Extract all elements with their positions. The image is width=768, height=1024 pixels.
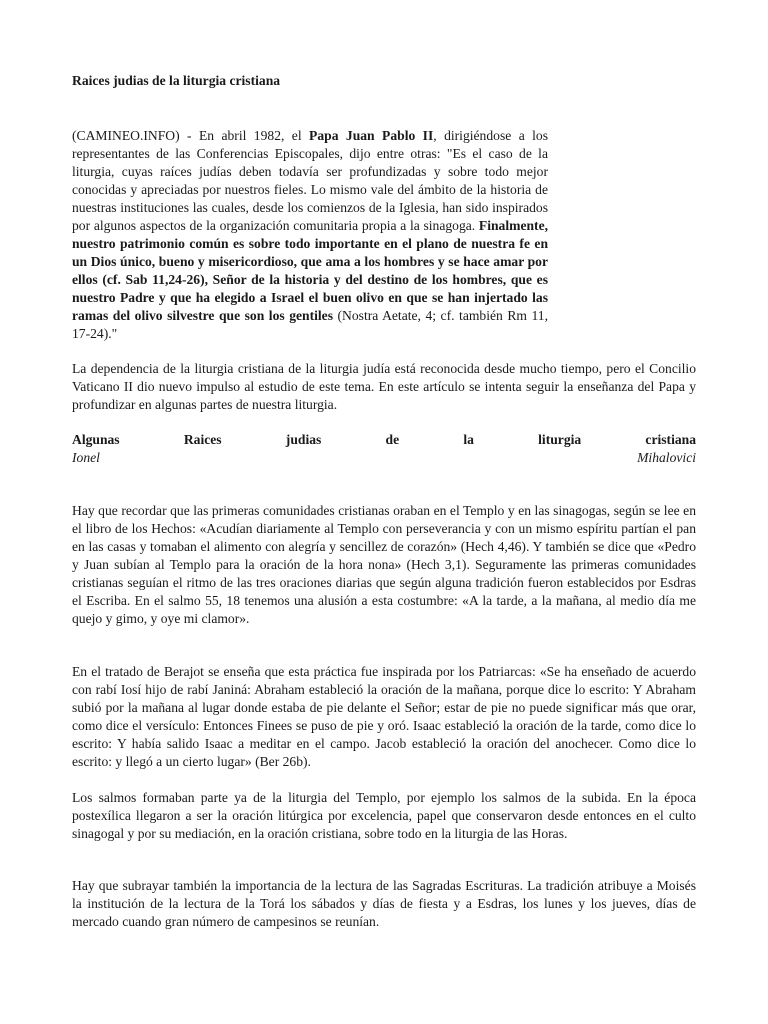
subheading-word: judias	[285, 432, 322, 447]
subheading-word: la	[463, 432, 474, 447]
intro-quote: , dirigiéndose a los representantes de las Conferencias Episcopales, dijo entre otras: "Es el caso de la liturgia, cuyas raíces judías deben todavía ser profundizadas y sobre todo mejor conocidas y apreciadas por nuestros fieles. Lo mismo vale del ámbito de la historia de nuestras instituciones las cuales, desde los comienzos de la Iglesia, han sido inspirados por algunos aspectos de la organización comunitaria propia a la sinagoga.	[72, 128, 548, 233]
subheading-word: liturgia	[538, 432, 582, 447]
communities-paragraph: Hay que recordar que las primeras comunidades cristianas oraban en el Templo y en las sinagogas, según se lee en el libro de los Hechos: «Acudían diariamente al Templo con perseverancia y con un mismo espíritu partían el pan en las casas y tomaban el alimento con alegría y sencillez de corazón» (Hech 4,46). Y también se dice que «Pedro y Juan subían al Templo para la oración de la hora nona» (Hech 3,1). Seguramente las primeras comunidades cristianas seguían el ritmo de las tres oraciones diarias que según alguna tradición fueron establecidos por Esdras el Escriba. En el salmo 55, 18 tenemos una alusión a esta costumbre: «A la tarde, a la mañana, al medio día me quejo y gimo, y oye mi clamor».	[72, 503, 696, 626]
berajot-paragraph: En el tratado de Berajot se enseña que esta práctica fue inspirada por los Patriarcas: «Se ha enseñado de acuerdo con rabí Iosí hijo de rabí Janiná: Abraham estableció la oración de la mañana, porque dice lo escrito: Y Abraham subió por la mañana al lugar donde estaba de pie delante el Señor; estar de pie no puede significar más que orar, como dice el versículo: Entonces Finees se puso de pie y oró. Isaac estableció la oración de la tarde, como dice lo escrito: Y había salido Isaac a meditar en el campo. Jacob estableció la oración del anochecer. Como dice lo escrito: y llegó a un cierto lugar» (Ber 26b).	[72, 664, 696, 769]
intro-citation: (Nostra Aetate, 4; cf. también Rm 11, 17-24)."	[72, 308, 548, 341]
pope-name: Papa Juan Pablo II	[309, 128, 434, 143]
dependence-paragraph: La dependencia de la liturgia cristiana de la liturgia judía está reconocida desde mucho tiempo, pero el Concilio Vaticano II dio nuevo impulso al estudio de este tema. En este artículo se intenta seguir la enseñanza del Papa y profundizar en algunas partes de nuestra liturgia.	[72, 361, 696, 412]
intro-lead: (CAMINEO.INFO) - En abril 1982, el	[72, 128, 310, 143]
author-line	[72, 449, 696, 467]
article-subheading	[72, 431, 696, 467]
subheading-word: Algunas	[72, 432, 120, 447]
subheading-word: cristiana	[645, 432, 696, 447]
psalms-paragraph: Los salmos formaban parte ya de la liturgia del Templo, por ejemplo los salmos de la subida. En la época postexílica llegaron a ser la oración litúrgica por excelencia, papel que conservaron desde entonces en el culto sinagogal y por su mediación, en la oración cristiana, sobre todo en la liturgia de las Horas.	[72, 790, 696, 841]
author-first-name: Ionel	[72, 450, 100, 465]
author-last-name: Mihalovici	[637, 450, 696, 465]
subheading-word: de	[385, 432, 400, 447]
subheading-title	[72, 431, 696, 449]
intro-bold-quote: Finalmente, nuestro patrimonio común es sobre todo importante en el plano de nuestra fe en un Dios único, bueno y misericordioso, que ama a los hombres y se hace amar por ellos (cf. Sab 11,24-26), Señor de la historia y del destino de los hombres, que es nuestro Padre y que ha elegido a Israel el buen olivo en que se han injertado las ramas del olivo silvestre que son los gentiles	[72, 218, 548, 323]
intro-paragraph	[72, 127, 548, 343]
document-title: Raices judias de la liturgia cristiana	[72, 73, 281, 88]
scriptures-paragraph: Hay que subrayar también la importancia de la lectura de las Sagradas Escrituras. La tradición atribuye a Moisés la institución de la lectura de la Torá los sábados y días de fiesta y a Esdras, los lunes y los jueves, días de mercado cuando gran número de campesinos se reunían.	[72, 878, 696, 929]
subheading-word: Raices	[183, 432, 222, 447]
